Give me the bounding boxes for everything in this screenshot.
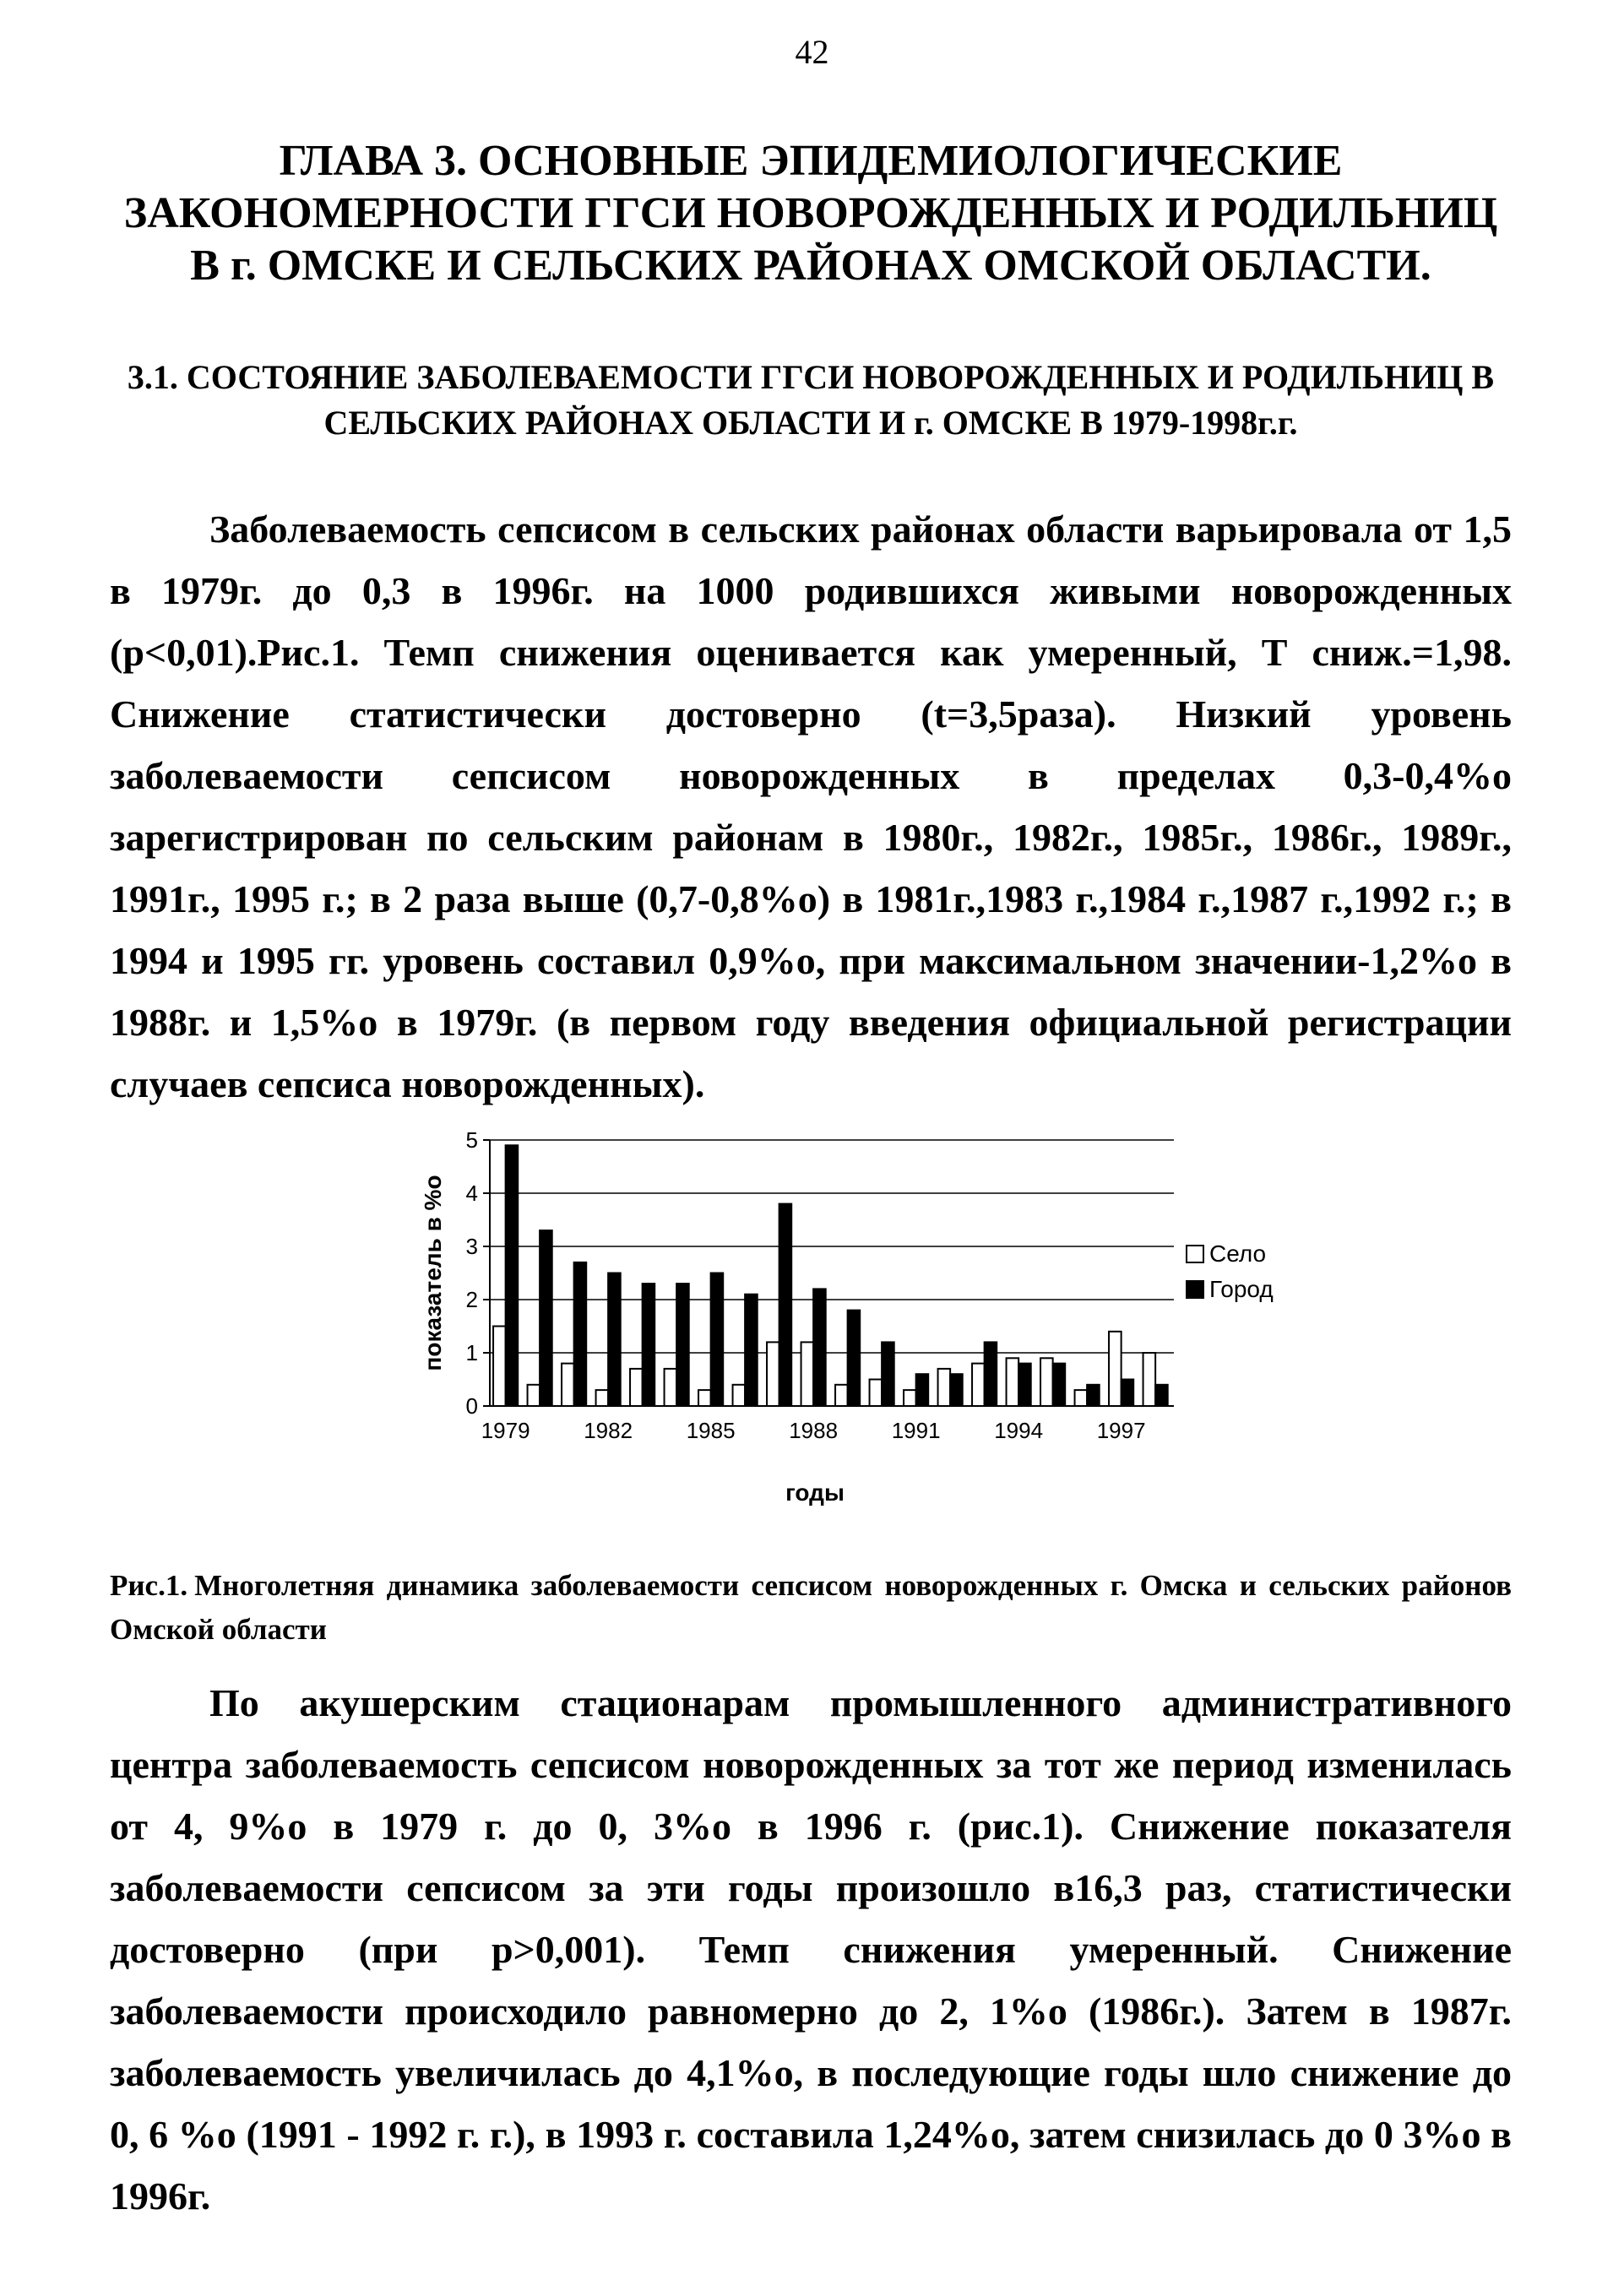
bar-gorod-1989 [848,1311,861,1406]
bar-selo-1989 [835,1385,848,1406]
bar-selo-1991 [904,1390,916,1406]
figure-caption-text: Многолетняя динамика заболеваемости сепсисом новорожденных г. Омска и сельских районов Омской области [110,1569,1512,1646]
bar-gorod-1983 [643,1284,655,1406]
y-axis-title: показатель в %о [420,1175,446,1371]
bar-selo-1990 [870,1380,883,1407]
y-tick-label: 5 [465,1127,478,1153]
x-axis-title: годы [785,1479,845,1506]
bar-selo-1994 [1007,1358,1019,1406]
bar-selo-1992 [938,1369,951,1406]
x-tick-label: 1997 [1096,1418,1146,1443]
bar-selo-1986 [733,1385,746,1406]
page-number: 42 [795,33,829,71]
bar-gorod-1997 [1122,1380,1134,1407]
x-tick-label: 1991 [891,1418,941,1443]
bar-gorod-1986 [745,1295,758,1406]
x-tick-label: 1979 [481,1418,530,1443]
bar-selo-1988 [801,1342,814,1406]
chapter-title: ГЛАВА 3. ОСНОВНЫЕ ЭПИДЕМИОЛОГИЧЕСКИЕ ЗАКОНОМЕРНОСТИ ГГСИ НОВОРОЖДЕННЫХ И РОДИЛЬНИЦ В г. ОМСКЕ И СЕЛЬСКИХ РАЙОНАХ ОМСКОЙ ОБЛАСТИ. [123,137,1498,290]
bar-gorod-1990 [882,1342,894,1406]
bar-gorod-1998 [1155,1385,1168,1406]
bar-gorod-1995 [1053,1364,1066,1406]
bar-gorod-1988 [813,1289,826,1406]
x-tick-label: 1988 [789,1418,839,1443]
body-paragraph-2: По акушерским стационарам промышленного административного центра заболеваемость сепсисом новорожденных за тот же период изменилась от 4, 9%о в 1979 г. до 0, 3%о в 1996 г. (рис.1). Снижение показателя заболеваемости сепсисом за эти годы произошло в16,3 раз, статистически достоверно (при р>0,001). Темп снижения умеренный. Снижение заболеваемости происходило равномерно до 2, 1%о (1986г.). Затем в 1987г. заболеваемость увеличилась до 4,1%о, в последующие годы шло снижение до 0, 6 %о (1991 - 1992 г. г.), в 1993 г. составила 1,24%о, затем снизилась до 0 3%о в 1996г. [110,1681,1512,2218]
bar-gorod-1981 [574,1262,587,1406]
bar-selo-1995 [1040,1358,1053,1406]
bar-selo-1984 [665,1369,677,1406]
figure-caption-label: Рис.1. [110,1569,188,1602]
bar-selo-1980 [528,1385,540,1406]
y-tick-label: 3 [465,1234,478,1259]
x-tick-label: 1994 [994,1418,1044,1443]
legend-label-selo: Село [1209,1240,1267,1267]
incidence-bar-chart [397,1115,1326,1520]
y-tick-label: 4 [465,1181,478,1206]
legend-swatch-gorod [1187,1281,1203,1298]
bar-gorod-1992 [950,1374,963,1406]
x-tick-label: 1982 [584,1418,633,1443]
bar-selo-1997 [1109,1332,1122,1406]
bar-gorod-1996 [1087,1385,1100,1406]
x-tick-label: 1985 [686,1418,736,1443]
bar-selo-1993 [972,1364,985,1406]
figure-caption [110,1564,1512,1652]
y-tick-label: 0 [465,1393,478,1419]
legend-swatch-selo [1187,1246,1203,1262]
y-tick-label: 1 [465,1340,478,1365]
bar-gorod-1987 [779,1204,792,1406]
bar-selo-1983 [630,1369,643,1406]
bar-selo-1979 [493,1327,506,1407]
bar-selo-1987 [767,1342,779,1406]
bar-selo-1985 [698,1390,711,1406]
bar-gorod-1980 [540,1230,552,1406]
bar-selo-1981 [562,1364,574,1406]
bar-gorod-1994 [1018,1364,1031,1406]
bar-gorod-1993 [985,1342,997,1406]
legend-label-gorod: Город [1209,1276,1274,1302]
bar-selo-1996 [1075,1390,1088,1406]
section-title: 3.1. СОСТОЯНИЕ ЗАБОЛЕВАЕМОСТИ ГГСИ НОВОРОЖДЕННЫХ И РОДИЛЬНИЦ В СЕЛЬСКИХ РАЙОНАХ ОБЛАСТИ И г. ОМСКЕ В 1979-1998г.г. [127,358,1495,442]
bar-gorod-1985 [711,1273,724,1407]
bar-gorod-1982 [608,1273,621,1407]
bar-selo-1982 [596,1390,609,1406]
bar-gorod-1991 [916,1374,929,1406]
y-tick-label: 2 [465,1287,478,1312]
body-paragraph-1: Заболеваемость сепсисом в сельских районах области варьировала от 1,5 в 1979г. до 0,3 в 1996г. на 1000 родившихся живыми новорожденных (р<0,01).Рис.1. Темп снижения оценивается как умеренный, Т сниж.=1,98. Снижение статистически достоверно (t=3,5раза). Низкий уровень заболеваемости сепсисом новорожденных в пределах 0,3-0,4%о зарегистрирован по сельским районам в 1980г., 1982г., 1985г., 1986г., 1989г., 1991г., 1995 г.; в 2 раза выше (0,7-0,8%о) в 1981г.,1983 г.,1984 г.,1987 г.,1992 г.; в 1994 и 1995 гг. уровень составил 0,9%о, при максимальном значении-1,2%о в 1988г. и 1,5%о в 1979г. (в первом году введения официальной регистрации случаев сепсиса новорожденных). [110,508,1512,1105]
bar-gorod-1984 [676,1284,689,1406]
bar-selo-1998 [1143,1353,1156,1406]
bar-gorod-1979 [506,1145,519,1406]
figure-1 [397,1115,1326,1520]
